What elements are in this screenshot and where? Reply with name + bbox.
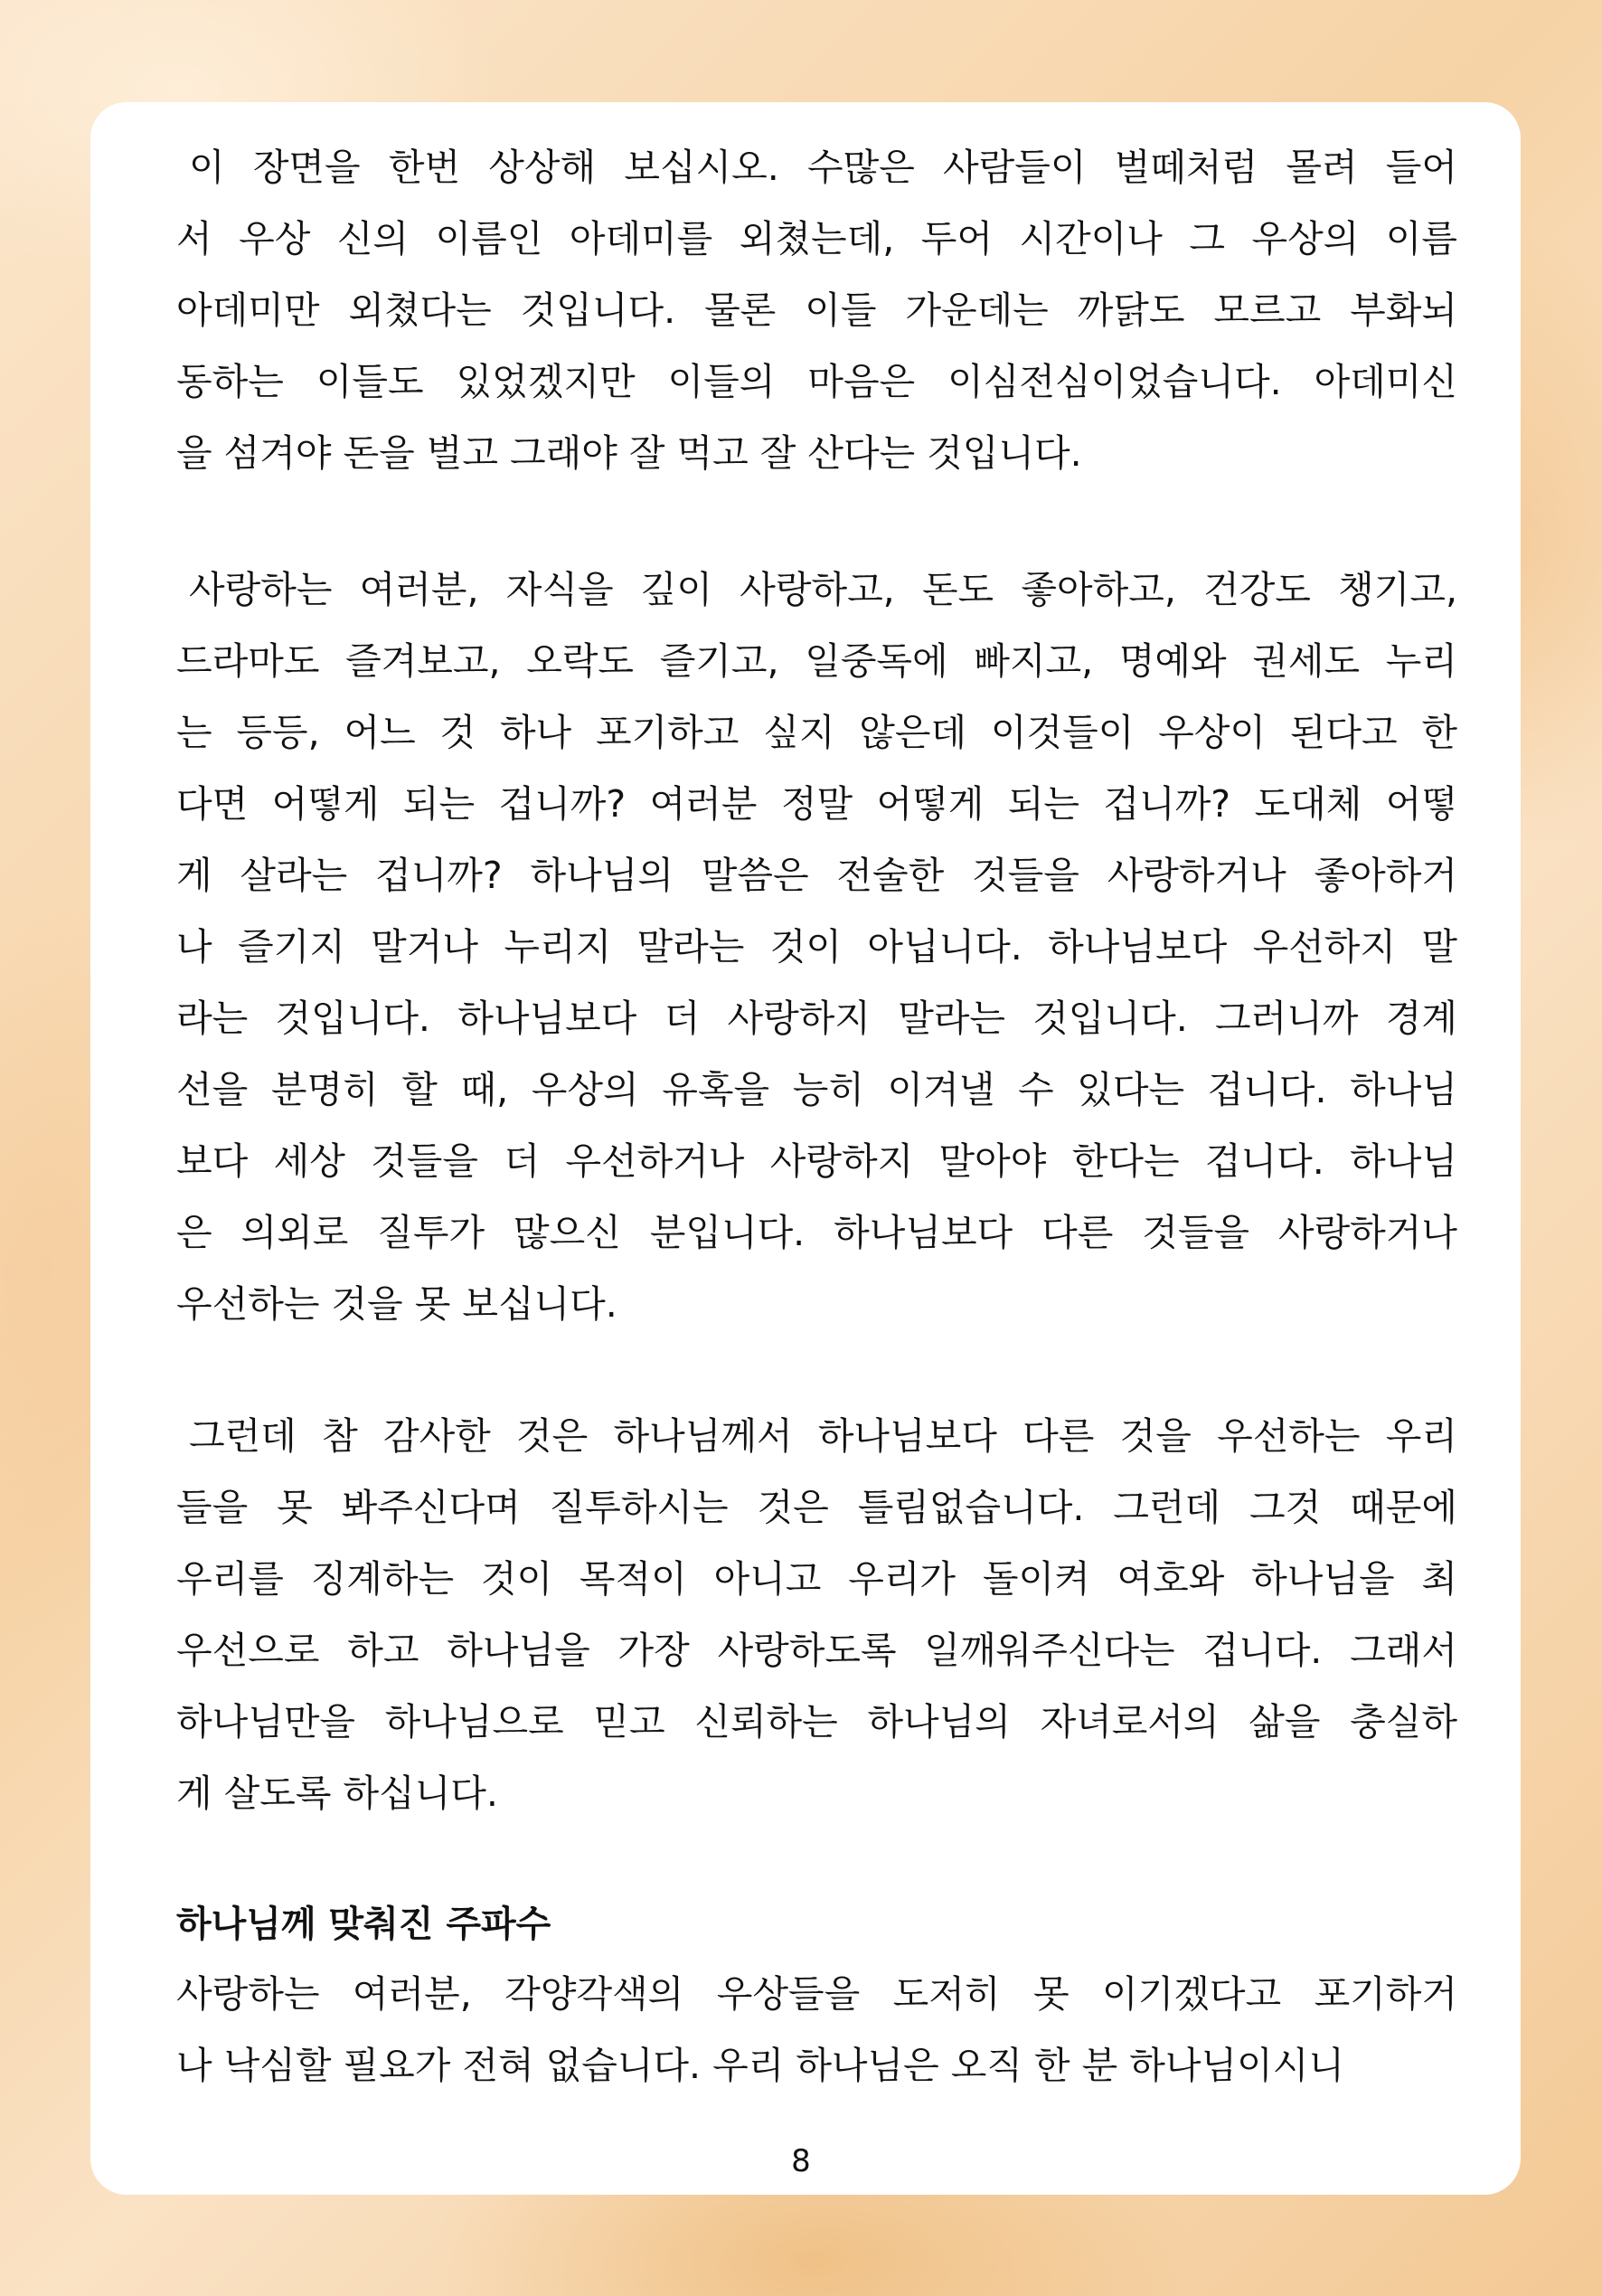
section-heading: 하나님께 맞춰진 주파수	[176, 1904, 551, 1945]
paragraph-3	[176, 1401, 1457, 1829]
text-line: 나 즐기지 말거나 누리지 말라는 것이 아닙니다. 하나님보다 우선하지 말	[176, 925, 1457, 968]
text-line: 사랑하는 여러분, 자식을 깊이 사랑하고, 돈도 좋아하고, 건강도 챙기고,	[189, 568, 1457, 611]
text-line: 그런데 참 감사한 것은 하나님께서 하나님보다 다른 것을 우선하는 우리	[189, 1414, 1457, 1458]
text-line: 을 섬겨야 돈을 벌고 그래야 잘 먹고 잘 산다는 것입니다.	[176, 431, 1082, 475]
text-line: 우선하는 것을 못 보십니다.	[176, 1282, 617, 1326]
text-line: 는 등등, 어느 것 하나 포기하고 싶지 않은데 이것들이 우상이 된다고 한	[176, 711, 1457, 754]
text-line: 드라마도 즐겨보고, 오락도 즐기고, 일중독에 빠지고, 명예와 권세도 누리	[176, 639, 1457, 683]
text-line: 아데미만 외쳤다는 것입니다. 물론 이들 가운데는 까닭도 모르고 부화뇌	[176, 288, 1457, 332]
page-number: 8	[791, 2143, 811, 2179]
text-line: 우선으로 하고 하나님을 가장 사랑하도록 일깨워주신다는 겁니다. 그래서	[176, 1629, 1457, 1672]
text-line: 은 의외로 질투가 많으신 분입니다. 하나님보다 다른 것들을 사랑하거나	[176, 1211, 1457, 1254]
text-line: 게 살라는 겁니까? 하나님의 말씀은 전술한 것들을 사랑하거나 좋아하거	[176, 854, 1457, 897]
text-line: 우리를 징계하는 것이 목적이 아니고 우리가 돌이켜 여호와 하나님을 최	[176, 1557, 1457, 1601]
text-line: 들을 못 봐주신다며 질투하시는 것은 틀림없습니다. 그런데 그것 때문에	[176, 1486, 1457, 1529]
text-line: 보다 세상 것들을 더 우선하거나 사랑하지 말아야 한다는 겁니다. 하나님	[176, 1139, 1457, 1183]
text-line: 이 장면을 한번 상상해 보십시오. 수많은 사람들이 벌떼처럼 몰려 들어	[189, 146, 1457, 189]
paragraph-2	[176, 554, 1457, 1340]
text-line: 서 우상 신의 이름인 아데미를 외쳤는데, 두어 시간이나 그 우상의 이름	[176, 217, 1457, 260]
paragraph-4	[176, 1959, 1457, 2102]
text-line: 사랑하는 여러분, 각양각색의 우상들을 도저히 못 이기겠다고 포기하거	[176, 1972, 1457, 2016]
text-line: 동하는 이들도 있었겠지만 이들의 마음은 이심전심이었습니다. 아데미신	[176, 360, 1457, 403]
text-line: 다면 어떻게 되는 겁니까? 여러분 정말 어떻게 되는 겁니까? 도대체 어떻	[176, 782, 1457, 826]
text-line: 나 낙심할 필요가 전혀 없습니다. 우리 하나님은 오직 한 분 하나님이시니	[176, 2044, 1344, 2087]
text-line: 라는 것입니다. 하나님보다 더 사랑하지 말라는 것입니다. 그러니까 경계	[176, 997, 1457, 1040]
text-line: 하나님만을 하나님으로 믿고 신뢰하는 하나님의 자녀로서의 삶을 충실하	[176, 1700, 1457, 1743]
text-line: 게 살도록 하십니다.	[176, 1772, 498, 1815]
paragraph-1	[176, 132, 1457, 489]
text-line: 선을 분명히 할 때, 우상의 유혹을 능히 이겨낼 수 있다는 겁니다. 하나님	[176, 1068, 1457, 1111]
